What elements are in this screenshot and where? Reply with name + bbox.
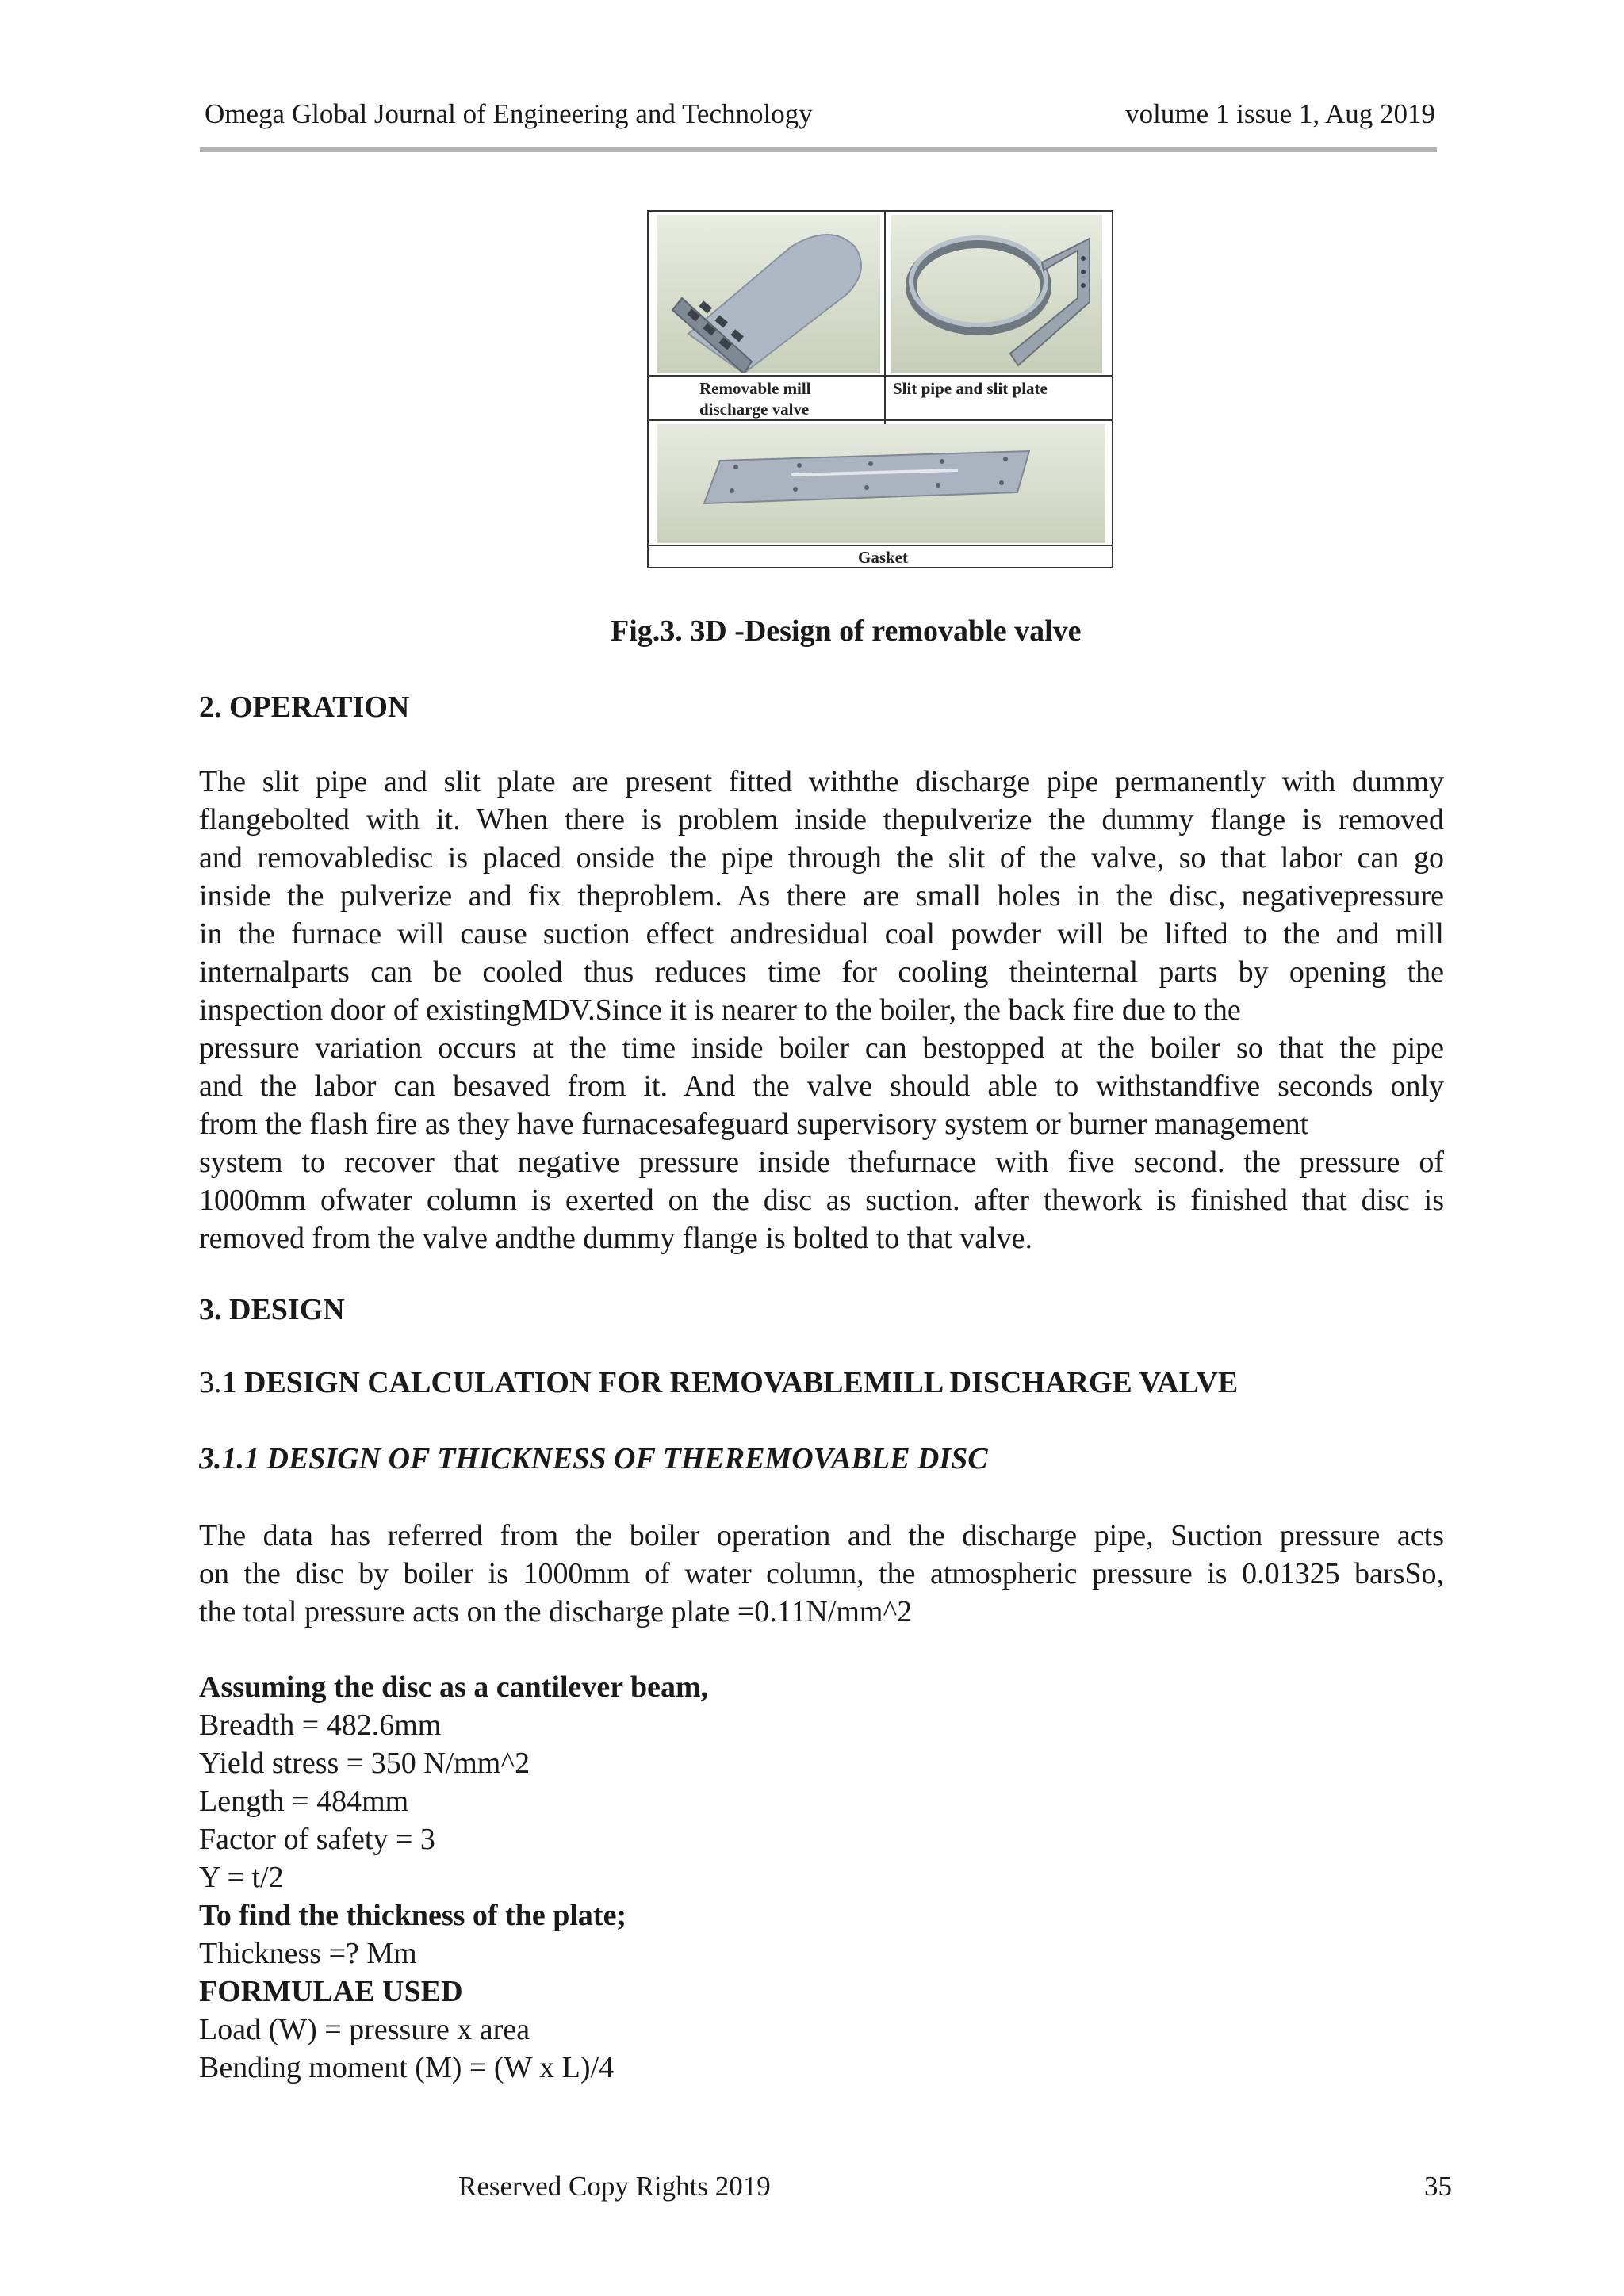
footer-rights: Reserved Copy Rights 2019: [458, 2171, 771, 2202]
text-line: and the labor can besaved from it. And the valve should able to withstandfive seconds only: [199, 1070, 1444, 1103]
assumption-line: Assuming the disc as a cantilever beam,: [199, 1670, 709, 1704]
gasket-image: [657, 424, 1105, 543]
text-line: removed from the valve andthe dummy flange is bolted to that valve.: [199, 1222, 1033, 1255]
thickness-line: Thickness =? Mm: [199, 1937, 417, 1970]
text-line: 1000mm ofwater column is exerted on the disc as suction. after thework is finished that disc is: [199, 1184, 1444, 1217]
caption-slit: Slit pipe and slit plate: [893, 379, 1048, 398]
find-line: To find the thickness of the plate;: [199, 1899, 627, 1932]
load-formula: Load (W) = pressure x area: [199, 2013, 530, 2046]
text-line: inside the pulverize and fix theproblem. As there are small holes in the disc, negativepressure: [199, 879, 1444, 913]
yield-line: Yield stress = 350 N/mm^2: [199, 1747, 530, 1780]
subsection-heading: [199, 1365, 1238, 1400]
header-rule: [200, 147, 1437, 152]
y-line: Y = t/2: [199, 1861, 284, 1894]
issue-info: volume 1 issue 1, Aug 2019: [1125, 98, 1435, 129]
text-line: system to recover that negative pressure inside thefurnace with five second. the pressure of: [199, 1146, 1444, 1179]
breadth-line: Breadth = 482.6mm: [199, 1709, 442, 1742]
operation-paragraph: [199, 763, 1444, 1257]
text-line: in the furnace will cause suction effect andresidual coal powder will be lifted to the and mill: [199, 917, 1444, 951]
text-line: The slit pipe and slit plate are present fitted withthe discharge pipe permanently with dummy: [199, 765, 1444, 798]
subsubsection-heading: 3.1.1 DESIGN OF THICKNESS OF THEREMOVABLE DISC: [199, 1442, 988, 1475]
subsection-number: 3.: [199, 1366, 222, 1399]
section-operation-heading: 2. OPERATION: [199, 691, 410, 724]
text-line: the total pressure acts on the discharge plate =0.11N/mm^2: [199, 1595, 913, 1628]
caption-gasket: Gasket: [858, 548, 908, 567]
subsection-title: 1 DESIGN CALCULATION FOR REMOVABLEMILL DISCHARGE VALVE: [221, 1366, 1239, 1399]
text-line: inspection door of existingMDV.Since it is nearer to the boiler, the back fire due to the: [199, 993, 1241, 1027]
page-number: 35: [1424, 2171, 1452, 2202]
figure-caption: Fig.3. 3D -Design of removable valve: [611, 614, 1082, 648]
table-divider-v: [884, 212, 886, 424]
calculation-list: [199, 1668, 708, 2087]
table-divider-h3: [649, 545, 1112, 546]
formulae-heading: FORMULAE USED: [199, 1975, 463, 2008]
caption-valve-line2: discharge valve: [699, 400, 810, 419]
figure-table: [647, 210, 1113, 568]
table-divider-h1: [649, 375, 1112, 377]
design-paragraph: [199, 1517, 1444, 1631]
length-line: Length = 484mm: [199, 1785, 409, 1818]
slit-pipe-image: [891, 215, 1102, 373]
text-line: on the disc by boiler is 1000mm of water column, the atmospheric pressure is 0.01325 barsSo,: [199, 1557, 1444, 1590]
journal-title: Omega Global Journal of Engineering and Technology: [205, 98, 813, 129]
text-line: from the flash fire as they have furnacesafeguard supervisory system or burner management: [199, 1108, 1309, 1141]
text-line: The data has referred from the boiler operation and the discharge pipe, Suction pressure acts: [199, 1519, 1444, 1552]
text-line: pressure variation occurs at the time inside boiler can bestopped at the boiler so that the pipe: [199, 1031, 1444, 1065]
text-line: flangebolted with it. When there is problem inside thepulverize the dummy flange is removed: [199, 803, 1444, 836]
caption-valve-line1: Removable mill: [699, 379, 811, 398]
fos-line: Factor of safety = 3: [199, 1823, 435, 1856]
section-design-heading: 3. DESIGN: [199, 1293, 345, 1326]
removable-valve-image: [657, 215, 880, 373]
moment-formula: Bending moment (M) = (W x L)/4: [199, 2051, 615, 2084]
text-line: and removabledisc is placed onside the pipe through the slit of the valve, so that labor can go: [199, 841, 1444, 874]
text-line: internalparts can be cooled thus reduces time for cooling theinternal parts by opening the: [199, 955, 1444, 989]
